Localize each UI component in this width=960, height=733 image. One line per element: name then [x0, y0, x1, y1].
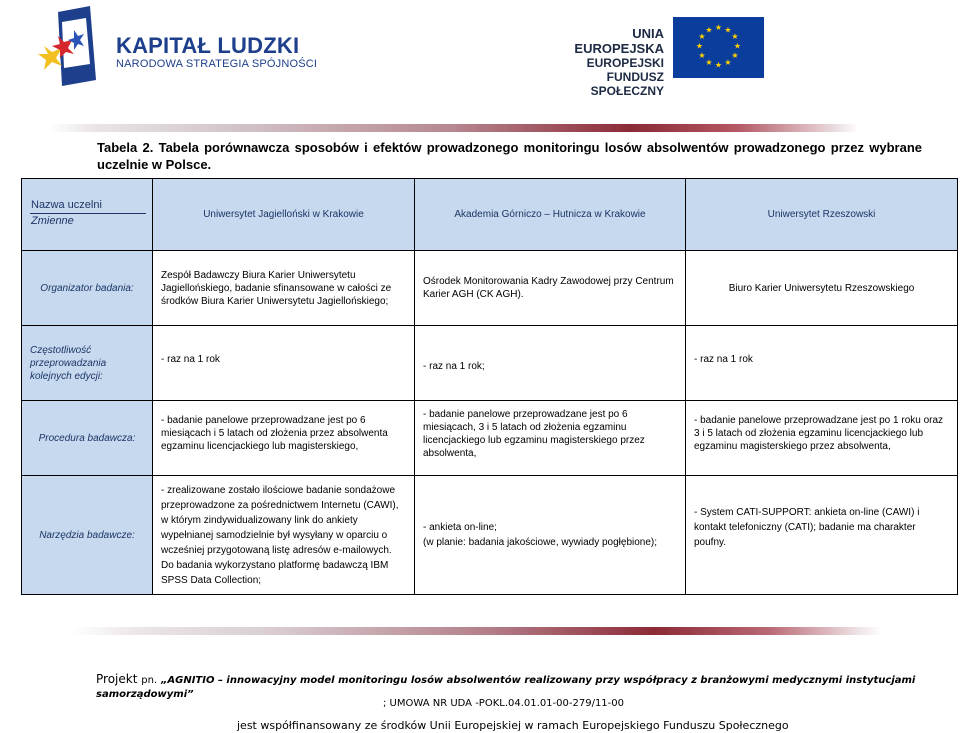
cell-organizer-agh: Ośrodek Monitorowania Kadry Zawodowej przy Centrum Karier AGH (CK AGH). [415, 251, 686, 326]
table-row [22, 251, 958, 326]
column-header-agh: Akademia Górniczo – Hutnicza w Krakowie [415, 179, 686, 251]
corner-top-label: Nazwa uczelni [31, 199, 102, 211]
corner-divider [30, 213, 146, 214]
procedure-uj-text: - badanie panelowe przeprowadzane jest po 6 miesiącach i 5 latach od złożenia przez absolwenta egzaminu licencjackiego lub magisterskiego, [161, 414, 388, 452]
row-label-frequency: Częstotliwość przeprowadzania kolejnych edycji: [22, 326, 153, 401]
cell-organizer-uj: Zespół Badawczy Biura Karier Uniwersytetu Jagiellońskiego, badanie sfinansowane w całości ze środków Biura Karier Uniwersytetu Jagiellońskiego; [153, 251, 415, 326]
row-label-tools: Narzędzia badawcze: [22, 476, 153, 595]
frequency-agh-text: - raz na 1 rok; [423, 360, 485, 372]
corner-cell [22, 179, 153, 251]
table-header-row [22, 179, 958, 251]
column-header-uj: Uniwersytet Jagielloński w Krakowie [153, 179, 415, 251]
logo-title: KAPITAŁ LUDZKI [116, 33, 300, 58]
footer-agreement: ; UMOWA NR UDA -POKL.04.01.01-00-279/11-00 [383, 698, 625, 709]
svg-text:★: ★ [695, 41, 704, 51]
row-label-procedure: Procedura badawcza: [22, 401, 153, 476]
comparison-table [21, 178, 958, 595]
footer-project-pn: pn. [141, 675, 158, 686]
footer-project-prefix: Projekt [96, 672, 138, 686]
cell-frequency-ur [686, 326, 958, 401]
svg-text:★: ★ [714, 60, 723, 70]
cell-procedure-ur [686, 401, 958, 476]
svg-text:★: ★ [733, 41, 742, 51]
table-caption: Tabela 2. Tabela porównawcza sposobów i efektów prowadzonego monitoringu losów absolwentów prowadzonego przez wybrane uczelnie w Polsce. [97, 140, 922, 172]
kapital-ludzki-logo [38, 6, 110, 88]
tools-ur-text: - System CATI-SUPPORT: ankieta on-line (CAWI) i kontakt telefoniczny (CATI); badanie ma charakter poufny. [694, 506, 920, 548]
eu-text-block [540, 26, 664, 98]
frequency-ur-text: - raz na 1 rok [694, 353, 753, 365]
tools-agh-line-1: - ankieta on-line; [423, 522, 497, 533]
procedure-ur-text: - badanie panelowe przeprowadzane jest po 1 roku oraz 3 i 5 latach od złożenia egzaminu licencjackiego lub egzaminu magisterskiego przez absolwenta, [694, 414, 944, 452]
tools-agh-line-2: (w planie: badania jakościowe, wywiady pogłębione); [423, 537, 658, 548]
cell-procedure-uj [153, 401, 415, 476]
svg-text:★: ★ [698, 32, 706, 41]
frequency-uj-text: - raz na 1 rok [161, 353, 220, 365]
svg-text:★: ★ [731, 32, 739, 41]
eu-line-3: FUNDUSZ SPOŁECZNY [590, 70, 664, 98]
footer-project-line [96, 672, 946, 700]
table-row [22, 326, 958, 401]
svg-text:★: ★ [714, 23, 723, 32]
table-row [22, 476, 958, 595]
cell-tools-agh [415, 476, 686, 595]
footer-cofinanced: jest współfinansowany ze środków Unii Europejskiej w ramach Europejskiego Funduszu Społecznego [237, 719, 789, 732]
cell-frequency-uj [153, 326, 415, 401]
eu-line-1: UNIA EUROPEJSKA [574, 26, 664, 56]
eu-flag-icon [673, 17, 764, 78]
svg-text:★: ★ [724, 58, 732, 67]
cell-tools-ur [686, 476, 958, 595]
cell-tools-uj: - zrealizowane zostało ilościowe badanie sondażowe przeprowadzone za pośrednictwem Internetu (CAWI), w którym zindywidualizowany link do ankiety wypełnianej samodzielnie był wysyłany w oparciu o wcześniej przygotowaną listę adresów e-mailowych. Do badania wykorzystano platformę badawczą IBM SPSS Data Collection; [153, 476, 415, 595]
procedure-agh-text: - badanie panelowe przeprowadzane jest po 6 miesiącach, 3 i 5 latach od złożenia egzaminu licencjackiego lub egzaminu magisterskiego przez absolwenta, [423, 409, 645, 459]
column-header-ur: Uniwersytet Rzeszowski [686, 179, 958, 251]
page-header [0, 0, 960, 120]
svg-text:★: ★ [705, 58, 713, 67]
svg-text:★: ★ [724, 25, 732, 35]
svg-text:★: ★ [731, 51, 739, 60]
svg-text:★: ★ [705, 25, 713, 35]
logo-subtitle: NARODOWA STRATEGIA SPÓJNOŚCI [116, 58, 318, 70]
decorative-bar-top [48, 124, 858, 132]
svg-text:★: ★ [698, 51, 706, 60]
eu-line-2: EUROPEJSKI [586, 56, 664, 70]
cell-procedure-agh [415, 401, 686, 476]
footer-project-name: „AGNITIO – innowacyjny model monitoringu losów absolwentów realizowany przy współpracy z branżowymi medycznymi instytucjami samorządowymi” [96, 675, 916, 700]
cell-organizer-ur: Biuro Karier Uniwersytetu Rzeszowskiego [686, 251, 958, 326]
table-row [22, 401, 958, 476]
cell-frequency-agh [415, 326, 686, 401]
row-label-organizer: Organizator badania: [22, 251, 153, 326]
corner-bottom-label: Zmienne [31, 215, 74, 227]
decorative-bar-bottom [72, 627, 882, 635]
